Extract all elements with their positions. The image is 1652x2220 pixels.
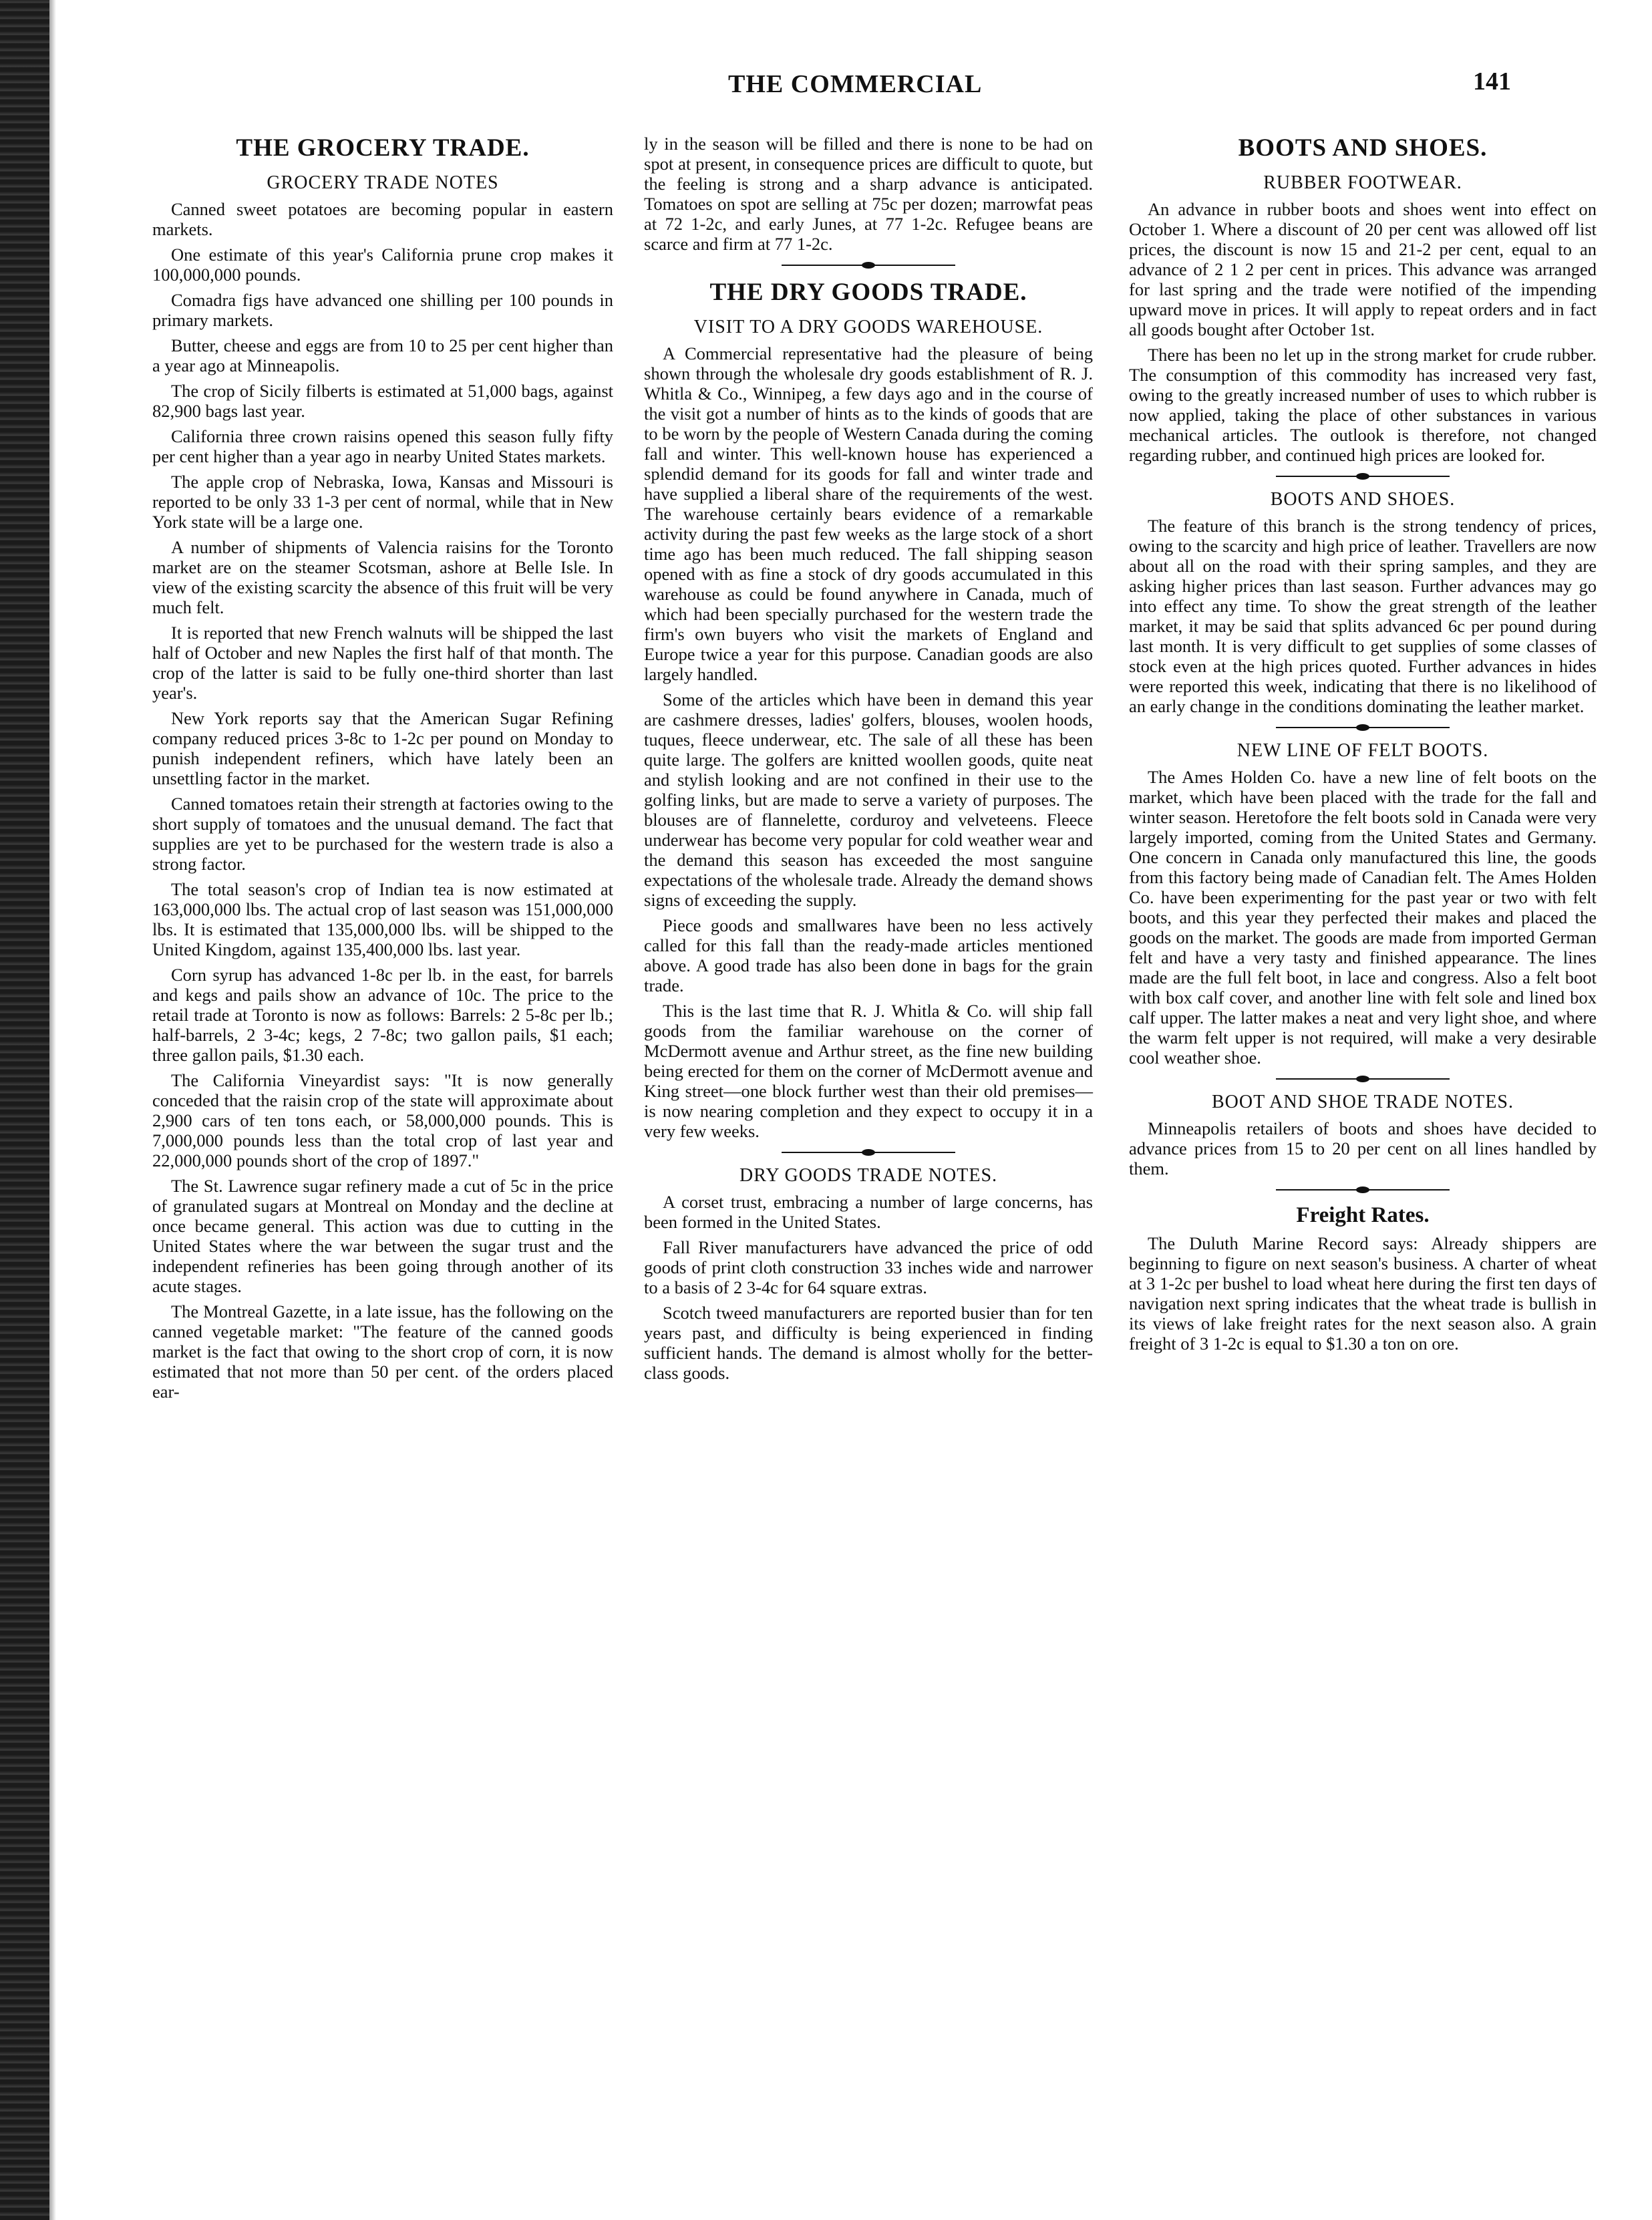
- column-dry-goods: [644, 134, 1093, 1388]
- article-paragraph: The Ames Holden Co. have a new line of felt boots on the market, which have been placed with the trade for the fall and winter season. Heretofore the felt boots sold in Canada were very largely imported, coming from the United States and Germany. One concern in Canada only manufactured this line, the goods from this factory being made of Canadian felt. The Ames Holden Co. have been experimenting for the past year or two with felt boots, and this year they perfected their makes and placed the goods on the market. The goods are made from imported German felt and have a very tasty and finished appearance. The lines made are the full felt boot, in lace and congress. Also a felt boot with box calf cover, and another line with felt sole and lined box calf upper. The latter makes a neat and very light shoe, and where the warm felt upper is not required, will make a very desirable cool weather shoe.: [1129, 767, 1597, 1068]
- article-paragraph: There has been no let up in the strong market for crude rubber. The consumption of this commodity has increased very fast, owing to the greatly increased number of uses to which rubber is now applied, taking the place of other substances in various mechanical articles. The outlook is therefore, not changed regarding rubber, and continued high prices are looked for.: [1129, 345, 1597, 465]
- article-paragraph: Comadra figs have advanced one shilling per 100 pounds in primary markets.: [152, 290, 613, 330]
- article-paragraph: Canned tomatoes retain their strength at factories owing to the short supply of tomatoes and the unusual demand. The fact that supplies are yet to be purchased for the western trade is also a strong factor.: [152, 794, 613, 874]
- article-paragraph: A Commercial representative had the pleasure of being shown through the wholesale dry goods establishment of R. J. Whitla & Co., Winnipeg, a few days ago and in the course of the visit got a number of hints as to the kinds of goods that are to be worn by the people of Western Canada during the coming fall and winter. This well-known house has experienced a splendid demand for its goods for fall and winter trade and have supplied a liberal share of the requirements of the west. The warehouse certainly bears evidence of a remarkable activity during the past few weeks as the large stock of a short time ago has been much reduced. The fall shipping season opened with as fine a stock of dry goods accumulated in this warehouse as could be found anywhere in Canada, much of which had been specially purchased for the western trade the firm's own buyers who visit the markets of England and Europe twice a year for this purpose. Canadian goods are also largely handled.: [644, 343, 1093, 684]
- subheading-grocery-notes: GROCERY TRADE NOTES: [267, 172, 499, 193]
- continued-paragraph: ly in the season will be filled and there is none to be had on spot at present, in consequence prices are difficult to quote, but the feeling is strong and a sharp advance is anticipated. Tomatoes on spot are selling at 75c per dozen; marrowfat peas at 72 1-2c, and early Junes, at 77 1-2c. Refugee beans are scarce and firm at 77 1-2c.: [644, 134, 1093, 254]
- column-grocery: [152, 134, 613, 1407]
- article-paragraph: Canned sweet potatoes are becoming popular in eastern markets.: [152, 199, 613, 239]
- article-paragraph: A corset trust, embracing a number of large concerns, has been formed in the United States.: [644, 1192, 1093, 1232]
- article-paragraph: This is the last time that R. J. Whitla & Co. will ship fall goods from the familiar warehouse on the corner of McDermott avenue and Arthur street, as the fine new building being erected for them on the corner of McDermott avenue and King street—one block further west than their old premises—is now nearing completion and they expect to occupy it in a very few weeks.: [644, 1001, 1093, 1141]
- section-title-boots-and-shoes: BOOTS AND SHOES.: [1238, 134, 1488, 162]
- article-paragraph: Piece goods and smallwares have been no less actively called for this fall than the ready-made articles mentioned above. A good trade has also been done in bags for the grain trade.: [644, 915, 1093, 995]
- article-paragraph: Butter, cheese and eggs are from 10 to 25 per cent higher than a year ago at Minneapolis.: [152, 335, 613, 375]
- section-divider: [782, 1146, 955, 1158]
- page-binding-edge: [0, 0, 49, 2220]
- subheading-rubber-footwear: RUBBER FOOTWEAR.: [1263, 172, 1462, 193]
- section-title-grocery: THE GROCERY TRADE.: [236, 134, 530, 162]
- section-divider: [782, 259, 955, 271]
- article-paragraph: California three crown raisins opened this season fully fifty per cent higher than a year ago in nearby United States markets.: [152, 426, 613, 466]
- section-divider: [1276, 1184, 1450, 1196]
- article-paragraph: It is reported that new French walnuts will be shipped the last half of October and new Naples the first half of that month. The crop of the latter is said to be fully one-third shorter than last year's.: [152, 623, 613, 703]
- subheading-boots-and-shoes: BOOTS AND SHOES.: [1270, 489, 1456, 510]
- subheading-dry-goods-notes: DRY GOODS TRADE NOTES.: [739, 1165, 998, 1186]
- article-paragraph: The Montreal Gazette, in a late issue, has the following on the canned vegetable market: "The feature of the canned goods market is the fact that owing to the short crop of corn, it is now estimated that not more than 50 per cent. of the orders placed ear-: [152, 1301, 613, 1402]
- article-paragraph: A number of shipments of Valencia raisins for the Toronto market are on the steamer Scotsman, ashore at Belle Isle. In view of the existing scarcity the absence of this fruit will be very much felt.: [152, 537, 613, 617]
- section-divider: [1276, 1073, 1450, 1085]
- page-number: 141: [1473, 67, 1511, 96]
- article-paragraph: Some of the articles which have been in demand this year are cashmere dresses, ladies' golfers, blouses, woolen hoods, tuques, fleece underwear, etc. The sale of all these has been quite large. The golfers are knitted woollen goods, quite neat and stylish looking and are not confined in their use to the golfing links, but are made to serve a variety of purposes. The blouses are of flannelette, corduroy and velveteens. Fleece underwear has become very popular for cold weather wear and the demand this season has exceeded the most sanguine expectations of the wholesale trade. Already the demand shows signs of exceeding the supply.: [644, 689, 1093, 910]
- article-paragraph: One estimate of this year's California prune crop makes it 100,000,000 pounds.: [152, 245, 613, 285]
- subheading-felt-boots: NEW LINE OF FELT BOOTS.: [1236, 740, 1489, 761]
- article-paragraph: The St. Lawrence sugar refinery made a cut of 5c in the price of granulated sugars at Montreal on Monday and the decline at once became general. This action was due to cutting in the United States where the war between the sugar trust and the independent refineries has been going through another of its acute stages.: [152, 1176, 613, 1296]
- subheading-boot-shoe-notes: BOOT AND SHOE TRADE NOTES.: [1212, 1092, 1514, 1112]
- section-divider: [1276, 722, 1450, 734]
- subheading-warehouse-visit: VISIT TO A DRY GOODS WAREHOUSE.: [693, 317, 1043, 337]
- section-divider: [1276, 470, 1450, 482]
- article-paragraph: An advance in rubber boots and shoes went into effect on October 1. Where a discount of 20 per cent was allowed off list prices, the discount is now 15 and 21-2 per cent, equal to an advance of 2 1 2 per cent in prices. This advance was arranged for last spring and the trade were notified of the impending upward move in prices. It will apply to repeat orders and in fact all goods bought after October 1st.: [1129, 199, 1597, 339]
- article-paragraph: The apple crop of Nebraska, Iowa, Kansas and Missouri is reported to be only 33 1-3 per cent of normal, while that in New York state will be a large one.: [152, 472, 613, 532]
- column-boots-and-shoes: [1129, 134, 1597, 1359]
- running-head: THE COMMERCIAL: [728, 70, 983, 98]
- subheading-freight-rates: Freight Rates.: [1296, 1203, 1430, 1227]
- article-paragraph: Scotch tweed manufacturers are reported busier than for ten years past, and difficulty is being experienced in finding sufficient hands. The demand is almost wholly for the better-class goods.: [644, 1303, 1093, 1383]
- article-paragraph: Minneapolis retailers of boots and shoes have decided to advance prices from 15 to 20 per cent on all lines handled by them.: [1129, 1118, 1597, 1178]
- article-paragraph: The feature of this branch is the strong tendency of prices, owing to the scarcity and high price of leather. Travellers are now about all on the road with their spring samples, and they are asking higher prices than last season. Further advances may go into effect any time. To show the great strength of the leather market, it may be said that splits advanced 6c per pound during last month. It is very difficult to get supplies of some classes of stock even at the high prices quoted. Further advances in hides were reported this week, indicating that there is no likelihood of an early change in the conditions dominating the leather market.: [1129, 516, 1597, 716]
- article-paragraph: The California Vineyardist says: "It is now generally conceded that the raisin crop of the state will approximate about 2,900 cars of ten tons each, or 58,000,000 pounds. This is 7,000,000 pounds less than the total crop of last year and 22,000,000 pounds short of the crop of 1897.": [152, 1070, 613, 1170]
- article-paragraph: New York reports say that the American Sugar Refining company reduced prices 3-8c to 1-2c per pound on Monday to punish independent refiners, which have lately been an unsettling factor in the market.: [152, 708, 613, 788]
- section-title-dry-goods: THE DRY GOODS TRADE.: [709, 279, 1027, 306]
- article-paragraph: Fall River manufacturers have advanced the price of odd goods of print cloth construction 33 inches wide and narrower to a basis of 2 3-4c for 64 square extras.: [644, 1237, 1093, 1297]
- article-paragraph: The total season's crop of Indian tea is now estimated at 163,000,000 lbs. The actual crop of last season was 151,000,000 lbs. It is estimated that 135,000,000 lbs. will be shipped to the United Kingdom, against 135,400,000 lbs. last year.: [152, 879, 613, 959]
- article-paragraph: Corn syrup has advanced 1-8c per lb. in the east, for barrels and kegs and pails show an advance of 10c. The price to the retail trade at Toronto is now as follows: Barrels: 2 5-8c per lb.; half-barrels, 2 3-4c; kegs, 2 7-8c; two gallon pails, $1 each; three gallon pails, $1.30 each.: [152, 965, 613, 1065]
- article-paragraph: The Duluth Marine Record says: Already shippers are beginning to figure on next season's business. A charter of wheat at 3 1-2c per bushel to load wheat here during the first ten days of navigation next spring indicates that the wheat trade is bullish in its views of lake freight rates for the next season also. A grain freight of 3 1-2c is equal to $1.30 a ton on ore.: [1129, 1233, 1597, 1354]
- article-paragraph: The crop of Sicily filberts is estimated at 51,000 bags, against 82,900 bags last year.: [152, 381, 613, 421]
